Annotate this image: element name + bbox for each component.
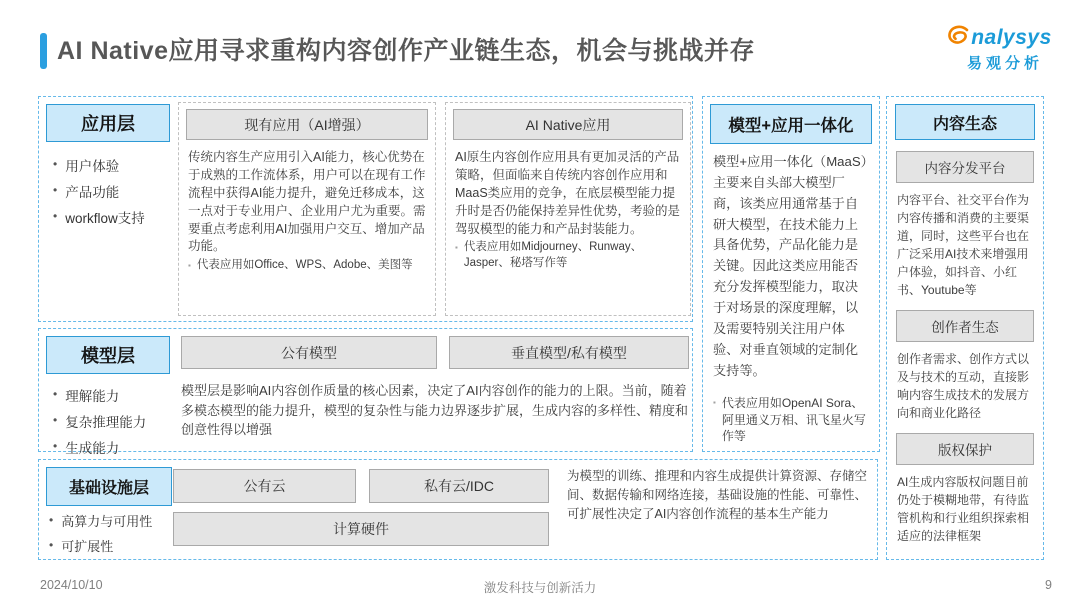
model-layer-section [38, 328, 693, 456]
bullet-item: • 用户体验 [53, 157, 120, 174]
bullet-icon: • [53, 183, 58, 197]
computing-hardware-box: 计算硬件 [173, 512, 549, 546]
maas-description: 模型+应用一体化（MaaS）主要来自头部大模型厂商，该类应用通常基于自研大模型，在技术能力上具备优势，产品化能力是关键。因此这类应用能否充分发挥模型能力，取决于对场景的深度理解，以及需要特别关注用户体验、对垂直领域的定制化支持等。 [713, 154, 868, 378]
bullet-icon: • [53, 157, 58, 171]
model-layer-chip: 模型层 [46, 336, 170, 374]
existing-apps-card-body: 传统内容生产应用引入AI能力，核心优势在于成熟的工作流体系，用户可以在现有工作流程中获得AI能力提升，避免迁移成本，这一点对于专业用户、企业用户尤为重要。需要重点考虑利用AI加强用户交互、增加产品功能。 [188, 150, 426, 254]
bullet-icon: • [49, 538, 54, 552]
copyright-protection-description: AI生成内容版权问题目前仍处于模糊地带，有待监管机构和行业组织探索相适应的法律框架 [897, 475, 1030, 543]
bullet-item: • 生成能力 [53, 439, 120, 456]
content-ecosystem-section [886, 96, 1044, 560]
existing-apps-card [178, 102, 436, 316]
infrastructure-layer-bullets [49, 511, 152, 561]
ai-native-apps-card [445, 102, 691, 316]
sub-bullet-icon: ▪ [455, 243, 458, 253]
footer-date: 2024/10/10 [40, 578, 103, 592]
model-layer-bullets [53, 385, 146, 463]
distribution-platform-description: 内容平台、社交平台作为内容传播和消费的主要渠道，同时，这些平台也在广泛采用AI技术来增强用户体验，如抖音、小红书、Youtube等 [897, 193, 1030, 297]
bullet-item: • 可扩展性 [49, 538, 114, 554]
ai-native-apps-example: ▪ 代表应用如Midjourney、Runway、Jasper、秘塔写作等 [446, 238, 690, 271]
maas-section [702, 96, 880, 452]
title-accent-bar [40, 33, 47, 69]
ai-native-apps-card-body: AI原生内容创作应用具有更加灵活的产品策略，但面临来自传统内容创作应用和MaaS类应用的竞争，在底层模型能力提升时是否仍能保持差异性优势，考验的是驾驭模型的能力和产品封装能力。 [455, 150, 681, 236]
bullet-item: • 高算力与可用性 [49, 513, 153, 529]
content-ecosystem-chip: 内容生态 [895, 104, 1035, 140]
existing-apps-card-title: 现有应用（AI增强） [186, 109, 428, 140]
creator-ecosystem-description: 创作者需求、创作方式以及与技术的互动，直接影响内容生成技术的发展方向和商业化路径 [897, 352, 1030, 420]
application-layer-section [38, 96, 693, 322]
sub-bullet-icon: ▪ [713, 398, 716, 408]
bullet-icon: • [53, 439, 58, 453]
copyright-protection-box: 版权保护 [896, 433, 1034, 465]
model-layer-description: 模型层是影响AI内容创作质量的核心因素，决定了AI内容创作的能力的上限。当前，随着多模态模型的能力提升，模型的复杂性与能力边界逐步扩展，生成内容的多样性、精度和创意性得以增强 [181, 383, 689, 437]
infrastructure-layer-section [38, 459, 878, 560]
infrastructure-layer-description: 为模型的训练、推理和内容生成提供计算资源、存储空间、数据传输和网络连接，基础设施的性能、可靠性、可扩展性决定了AI内容创作流程的基本生产能力 [567, 469, 868, 521]
footer-slogan: 激发科技与创新活力 [483, 581, 597, 595]
vertical-private-model-box: 垂直模型/私有模型 [449, 336, 689, 369]
maas-chip: 模型+应用一体化 [710, 104, 872, 144]
distribution-platform-box: 内容分发平台 [896, 151, 1034, 183]
bullet-item: • 复杂推理能力 [53, 413, 147, 430]
footer-page-number: 9 [1045, 578, 1052, 592]
logo-brand-text: nalysys [971, 25, 1052, 49]
bullet-item: • 产品功能 [53, 183, 120, 200]
private-cloud-idc-box: 私有云/IDC [369, 469, 549, 503]
bullet-icon: • [53, 209, 58, 223]
bullet-icon: • [49, 513, 54, 527]
bullet-item: • 理解能力 [53, 387, 120, 404]
existing-apps-example: ▪ 代表应用如Office、WPS、Adobe、美图等 [179, 256, 435, 274]
creator-ecosystem-box: 创作者生态 [896, 310, 1034, 342]
bullet-icon: • [53, 387, 58, 401]
infrastructure-layer-chip: 基础设施层 [46, 467, 172, 506]
analysys-swoosh-icon [946, 24, 970, 51]
bullet-icon: • [53, 413, 58, 427]
application-layer-chip: 应用层 [46, 104, 170, 142]
analysys-logo [934, 24, 1064, 73]
page-title: AI Native应用寻求重构内容创作产业链生态，机会与挑战并存 [57, 37, 755, 65]
bullet-item: • workflow支持 [53, 209, 145, 226]
public-model-box: 公有模型 [181, 336, 437, 369]
maas-example: ▪ 代表应用如OpenAI Sora、阿里通义万相、讯飞星火写作等 [713, 396, 866, 443]
ai-native-apps-card-title: AI Native应用 [453, 109, 683, 140]
sub-bullet-icon: ▪ [188, 261, 191, 271]
public-cloud-box: 公有云 [173, 469, 356, 503]
application-layer-bullets [53, 155, 145, 233]
logo-brand-cn: 易观分析 [966, 55, 1043, 72]
